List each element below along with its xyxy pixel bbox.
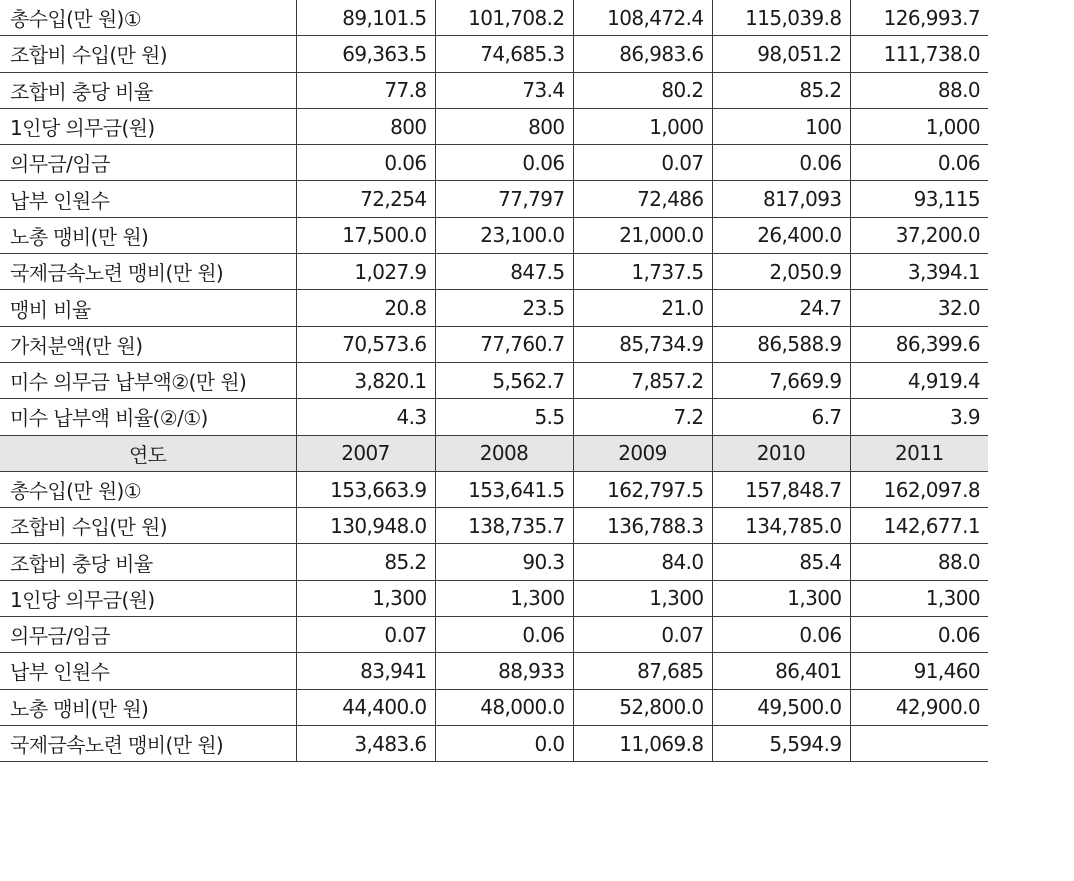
table-row [0,0,988,36]
table-cell: 21,000.0 [573,217,712,253]
row-label: 조합비 충당 비율 [0,72,296,108]
table-cell: 37,200.0 [850,217,988,253]
year-header-cell: 2011 [850,435,988,471]
table-row [0,290,988,326]
table-cell: 86,983.6 [573,36,712,72]
row-label: 노총 맹비(만 원) [0,689,296,725]
table-cell: 85.2 [712,72,850,108]
row-label: 미수 납부액 비율(②/①) [0,399,296,435]
table-cell: 73.4 [435,72,573,108]
table-cell: 0.06 [435,145,573,181]
table-cell: 162,797.5 [573,471,712,507]
table-cell: 98,051.2 [712,36,850,72]
table-cell: 6.7 [712,399,850,435]
table-row [0,653,988,689]
table-cell: 83,941 [296,653,435,689]
table-cell: 0.06 [296,145,435,181]
table-cell: 111,738.0 [850,36,988,72]
table-cell: 86,401 [712,653,850,689]
table-cell: 23.5 [435,290,573,326]
table-cell: 93,115 [850,181,988,217]
table-cell: 115,039.8 [712,0,850,36]
table-cell: 5,594.9 [712,725,850,761]
table-cell: 49,500.0 [712,689,850,725]
table-cell: 126,993.7 [850,0,988,36]
table-cell: 134,785.0 [712,508,850,544]
table-cell: 80.2 [573,72,712,108]
table-row [0,689,988,725]
table-cell: 108,472.4 [573,0,712,36]
table-cell: 142,677.1 [850,508,988,544]
table-row [0,508,988,544]
table-cell: 2,050.9 [712,254,850,290]
row-label: 가처분액(만 원) [0,326,296,362]
table-row [0,326,988,362]
row-label: 납부 인원수 [0,181,296,217]
table-cell: 3.9 [850,399,988,435]
table-cell: 90.3 [435,544,573,580]
row-label: 미수 의무금 납부액②(만 원) [0,362,296,398]
table-cell: 0.06 [850,617,988,653]
table-cell: 817,093 [712,181,850,217]
table-row [0,617,988,653]
table-cell: 153,663.9 [296,471,435,507]
table-cell: 0.07 [296,617,435,653]
year-header-row [0,435,988,471]
table-row [0,471,988,507]
table-cell: 1,300 [573,580,712,616]
row-label: 의무금/임금 [0,145,296,181]
table-cell: 91,460 [850,653,988,689]
table-cell: 800 [435,108,573,144]
table-row [0,725,988,761]
table-cell: 88.0 [850,72,988,108]
table-cell: 88.0 [850,544,988,580]
table-cell: 84.0 [573,544,712,580]
table-cell: 5,562.7 [435,362,573,398]
table-cell: 85.2 [296,544,435,580]
year-header-cell: 2007 [296,435,435,471]
table-cell: 69,363.5 [296,36,435,72]
table-cell: 88,933 [435,653,573,689]
table-cell: 89,101.5 [296,0,435,36]
table-cell: 23,100.0 [435,217,573,253]
table-cell: 26,400.0 [712,217,850,253]
row-label: 총수입(만 원)① [0,0,296,36]
table-cell: 1,737.5 [573,254,712,290]
table-cell: 42,900.0 [850,689,988,725]
table-cell: 130,948.0 [296,508,435,544]
table-cell: 48,000.0 [435,689,573,725]
table-cell: 85.4 [712,544,850,580]
table-cell: 77,760.7 [435,326,573,362]
table-cell: 77,797 [435,181,573,217]
table-cell: 3,394.1 [850,254,988,290]
table-cell: 3,483.6 [296,725,435,761]
row-label: 의무금/임금 [0,617,296,653]
table-cell: 86,399.6 [850,326,988,362]
table-cell: 44,400.0 [296,689,435,725]
table-cell: 24.7 [712,290,850,326]
year-header-cell: 2009 [573,435,712,471]
table-cell: 72,486 [573,181,712,217]
year-header-cell: 2008 [435,435,573,471]
table-cell: 7.2 [573,399,712,435]
table-cell: 7,669.9 [712,362,850,398]
row-label: 조합비 충당 비율 [0,544,296,580]
table-row [0,72,988,108]
row-label: 1인당 의무금(원) [0,580,296,616]
row-label: 총수입(만 원)① [0,471,296,507]
table-cell: 157,848.7 [712,471,850,507]
year-header-cell: 2010 [712,435,850,471]
table-cell: 0.06 [712,145,850,181]
table-cell: 21.0 [573,290,712,326]
row-label: 조합비 수입(만 원) [0,36,296,72]
table-cell: 1,000 [573,108,712,144]
table-cell: 77.8 [296,72,435,108]
table-row [0,544,988,580]
table-cell: 136,788.3 [573,508,712,544]
table-cell: 17,500.0 [296,217,435,253]
table-cell: 3,820.1 [296,362,435,398]
table-cell: 1,300 [435,580,573,616]
table-cell: 0.07 [573,145,712,181]
table-cell: 74,685.3 [435,36,573,72]
table-row [0,254,988,290]
table-row [0,145,988,181]
table-row [0,108,988,144]
table-cell: 0.06 [712,617,850,653]
row-label: 납부 인원수 [0,653,296,689]
table-cell: 86,588.9 [712,326,850,362]
row-label: 노총 맹비(만 원) [0,217,296,253]
row-label: 국제금속노련 맹비(만 원) [0,254,296,290]
table-cell: 20.8 [296,290,435,326]
table-cell: 87,685 [573,653,712,689]
table-cell: 138,735.7 [435,508,573,544]
table-cell: 7,857.2 [573,362,712,398]
table-cell: 847.5 [435,254,573,290]
year-header-label: 연도 [0,435,296,471]
table-cell: 100 [712,108,850,144]
table-cell: 800 [296,108,435,144]
table-cell: 101,708.2 [435,0,573,36]
table-cell: 5.5 [435,399,573,435]
table-cell: 0.0 [435,725,573,761]
table-row [0,580,988,616]
table-cell: 1,300 [296,580,435,616]
row-label: 1인당 의무금(원) [0,108,296,144]
table-cell: 1,300 [850,580,988,616]
table-row [0,217,988,253]
table-row [0,362,988,398]
table-cell: 85,734.9 [573,326,712,362]
table-row [0,36,988,72]
table-cell: 0.06 [435,617,573,653]
table-cell: 1,000 [850,108,988,144]
table-cell: 11,069.8 [573,725,712,761]
row-label: 조합비 수입(만 원) [0,508,296,544]
table-cell: 4,919.4 [850,362,988,398]
table-cell: 0.07 [573,617,712,653]
table-cell: 52,800.0 [573,689,712,725]
row-label: 국제금속노련 맹비(만 원) [0,725,296,761]
table-cell: 162,097.8 [850,471,988,507]
table-cell: 72,254 [296,181,435,217]
table-cell [850,725,988,761]
table-cell: 153,641.5 [435,471,573,507]
table-row [0,181,988,217]
row-label: 맹비 비율 [0,290,296,326]
table-cell: 0.06 [850,145,988,181]
table-cell: 4.3 [296,399,435,435]
table-cell: 70,573.6 [296,326,435,362]
table-row [0,399,988,435]
table-cell: 1,027.9 [296,254,435,290]
table-cell: 32.0 [850,290,988,326]
table-cell: 1,300 [712,580,850,616]
